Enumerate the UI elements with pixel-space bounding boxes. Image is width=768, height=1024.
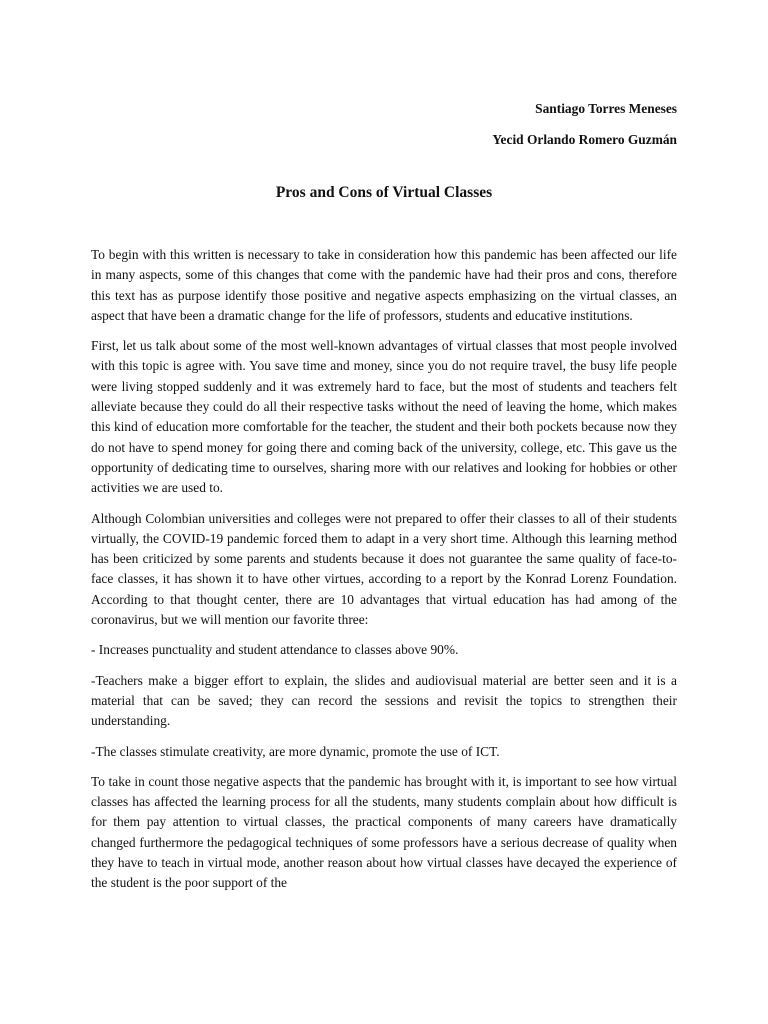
document-title: Pros and Cons of Virtual Classes (275, 184, 493, 201)
author-block (492, 93, 677, 155)
author-name: Yecid Orlando Romero Guzmán (492, 132, 677, 147)
paragraph-colombian-universities: Although Colombian universities and colleges were not prepared to offer their classes to all of their students virtually, the COVID-19 pandemic forced them to adapt in a very short time. Although this learning method has been criticized by some parents and students because it does not guarantee the same quality of face-to-face classes, it has shown it to have other virtues, according to a report by the Konrad Lorenz Foundation. According to that thought center, there are 10 advantages that virtual education has had among of the coronavirus, but we will mention our favorite three: (91, 510, 677, 628)
document-body (91, 245, 677, 904)
paragraph-advantages: First, let us talk about some of the most well-known advantages of virtual classes that most people involved with this topic is agree with. You save time and money, since you do not require travel, the busy life people were living stopped suddenly and it was extremely hard to face, but the most of students and teachers felt alleviate because they could do all their respective tasks without the need of leaving the home, which makes this kind of education more comfortable for the teacher, the student and their both pockets because now they do not have to spend money for going there and coming back of the university, college, etc. This gave us the opportunity of dedicating time to ourselves, sharing more with our relatives and looking for hobbies or other activities we are used to. (91, 338, 677, 496)
paragraph-negative-aspects: To take in count those negative aspects that the pandemic has brought with it, is important to see how virtual classes has affected the learning process for all the students, many students complain about how difficult is for them pay attention to virtual classes, the practical components of many careers have dramatically changed furthermore the pedagogical techniques of some professors have a serious decrease of quality when they have to teach in virtual mode, another reason about how virtual classes have decayed the experience of the student is the poor support of the (91, 773, 677, 891)
paragraph-intro: To begin with this written is necessary to take in consideration how this pandemic has been affected our life in many aspects, some of this changes that come with the pandemic have had their pros and cons, therefore this text has as purpose identify those positive and negative aspects emphasizing on the virtual classes, an aspect that have been a dramatic change for the life of professors, students and educative institutions. (91, 247, 677, 323)
list-item-punctuality: - Increases punctuality and student attendance to classes above 90%. (91, 642, 459, 658)
list-item-creativity: -The classes stimulate creativity, are more dynamic, promote the use of ICT. (91, 743, 500, 759)
author-name: Santiago Torres Meneses (535, 101, 677, 116)
list-item-teachers: -Teachers make a bigger effort to explain, the slides and audiovisual material are better seen and it is a material that can be saved; they can record the sessions and revisit the topics to strengthen their understanding. (91, 672, 677, 729)
